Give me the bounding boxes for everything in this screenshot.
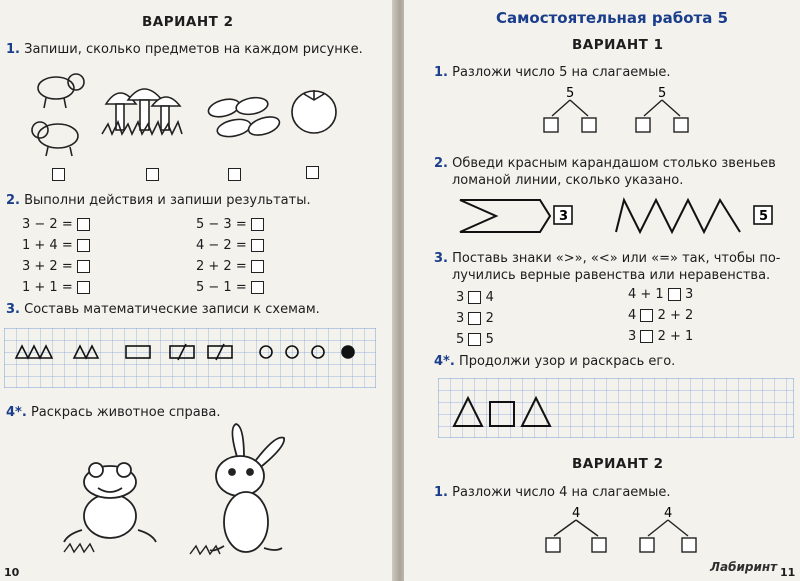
whole-number: 5 — [566, 86, 575, 101]
comparison-row: 4 2 + 2 — [628, 308, 694, 323]
addend-box — [640, 538, 654, 552]
grass-drawing — [64, 544, 220, 554]
variant1-title: ВАРИАНТ 1 — [572, 37, 664, 53]
answer-box[interactable] — [77, 260, 90, 273]
expression-row: 3 − 2 = — [22, 214, 90, 235]
r-task3-line2: лучились верные равенства или неравенства. — [452, 268, 771, 283]
whole-number: 4 — [664, 506, 673, 521]
task3-grid-with-schemes — [4, 328, 376, 388]
task3 — [6, 302, 320, 317]
broken-lines — [456, 194, 776, 240]
r-task4-text: Продолжи узор и раскрась его. — [458, 354, 676, 369]
pattern-grid — [438, 378, 794, 438]
sign-box[interactable] — [668, 288, 681, 301]
task4-text: Раскрась животное справа. — [30, 405, 221, 420]
addend-box — [582, 118, 596, 132]
r-task5-text: Разложи число 4 на слагаемые. — [452, 485, 671, 500]
task2-column-1 — [22, 214, 90, 298]
expression-row: 5 − 1 = — [196, 277, 264, 298]
r-task3-line1: Поставь знаки «>», «<» или «=» так, чтобы по- — [452, 251, 781, 266]
comparison-row: 3 2 — [456, 311, 494, 326]
r-task2 — [434, 155, 776, 189]
frog-drawing — [64, 463, 156, 542]
left-page — [0, 0, 396, 581]
comparison-row: 4 + 1 3 — [628, 287, 694, 302]
comparison-column-2 — [628, 284, 693, 347]
decomposition-4 — [536, 506, 706, 558]
tomato-drawing — [292, 90, 336, 133]
page-number-left: 10 — [4, 566, 20, 579]
answer-box-tomato[interactable] — [306, 166, 319, 179]
expression-row: 1 + 1 = — [22, 277, 90, 298]
r-task2-number: 2. — [434, 156, 448, 171]
r-task1 — [434, 65, 671, 80]
rabbit-drawing — [210, 424, 284, 552]
task2-number: 2. — [6, 193, 20, 208]
addend-box — [592, 538, 606, 552]
variant-title: ВАРИАНТ 2 — [142, 14, 234, 30]
sign-box[interactable] — [640, 330, 653, 343]
answer-box[interactable] — [77, 239, 90, 252]
task3-number: 3. — [6, 302, 20, 317]
r-task5 — [434, 485, 671, 500]
broken-line-b — [616, 200, 740, 232]
right-page — [404, 0, 800, 581]
task1-number: 1. — [6, 42, 20, 57]
answer-box-cucumbers[interactable] — [228, 168, 241, 181]
addend-box — [682, 538, 696, 552]
r-task4 — [434, 354, 675, 369]
task4 — [6, 405, 220, 420]
whole-number: 5 — [658, 86, 667, 101]
page-number-right: 11 — [780, 566, 796, 579]
addend-box — [674, 118, 688, 132]
addend-box — [544, 118, 558, 132]
answer-box[interactable] — [251, 260, 264, 273]
r-task1-text: Разложи число 5 на слагаемые. — [452, 65, 671, 80]
sign-box[interactable] — [468, 312, 481, 325]
cucumbers-drawing — [206, 95, 281, 139]
broken-line-a — [460, 200, 550, 232]
expression-row: 3 + 2 = — [22, 256, 90, 277]
count-b: 5 — [759, 209, 769, 224]
sign-box[interactable] — [640, 309, 653, 322]
task1 — [6, 42, 363, 57]
comparison-row: 3 2 + 1 — [628, 329, 694, 344]
task4-animals — [60, 420, 320, 560]
expression-row: 1 + 4 = — [22, 235, 90, 256]
count-a: 3 — [559, 209, 569, 224]
r-task3-number: 3. — [434, 251, 448, 266]
r-task2-line1: Обведи красным карандашом столько звеньев — [452, 156, 776, 171]
answer-box[interactable] — [251, 281, 264, 294]
r-task2-line2: ломаной линии, сколько указано. — [452, 173, 684, 188]
task1-text: Запиши, сколько предметов на каждом рисунке. — [24, 42, 363, 57]
publisher-logo: Лабиринт — [710, 560, 778, 574]
answer-box[interactable] — [251, 239, 264, 252]
r-task1-number: 1. — [434, 65, 448, 80]
answer-box[interactable] — [77, 281, 90, 294]
pigs-drawing — [32, 74, 84, 156]
task4-number: 4*. — [6, 405, 27, 420]
task2-text: Выполни действия и запиши результаты. — [24, 193, 311, 208]
comparison-row: 5 5 — [456, 332, 494, 347]
answer-box-mushrooms[interactable] — [146, 168, 159, 181]
sign-box[interactable] — [468, 291, 481, 304]
task3-text: Составь математические записи к схемам. — [24, 302, 320, 317]
addend-box — [636, 118, 650, 132]
comparison-column-1 — [456, 287, 494, 350]
mushrooms-drawing — [102, 89, 182, 134]
answer-box[interactable] — [251, 218, 264, 231]
task1-pictures — [28, 66, 368, 166]
filled-circle — [342, 346, 354, 358]
sign-box[interactable] — [468, 333, 481, 346]
r-task3 — [434, 250, 781, 284]
r-task5-number: 1. — [434, 485, 448, 500]
expression-row: 5 − 3 = — [196, 214, 264, 235]
expression-row: 4 − 2 = — [196, 235, 264, 256]
whole-number: 4 — [572, 506, 581, 521]
task2 — [6, 193, 311, 208]
answer-box[interactable] — [77, 218, 90, 231]
page-title: Самостоятельная работа 5 — [496, 9, 729, 27]
task2-column-2 — [196, 214, 264, 298]
decomposition-5 — [534, 86, 694, 138]
expression-row: 2 + 2 = — [196, 256, 264, 277]
addend-box — [546, 538, 560, 552]
comparison-row: 3 4 — [456, 290, 494, 305]
answer-box-pigs[interactable] — [52, 168, 65, 181]
r-task4-number: 4*. — [434, 354, 455, 369]
variant2-title: ВАРИАНТ 2 — [572, 456, 664, 472]
